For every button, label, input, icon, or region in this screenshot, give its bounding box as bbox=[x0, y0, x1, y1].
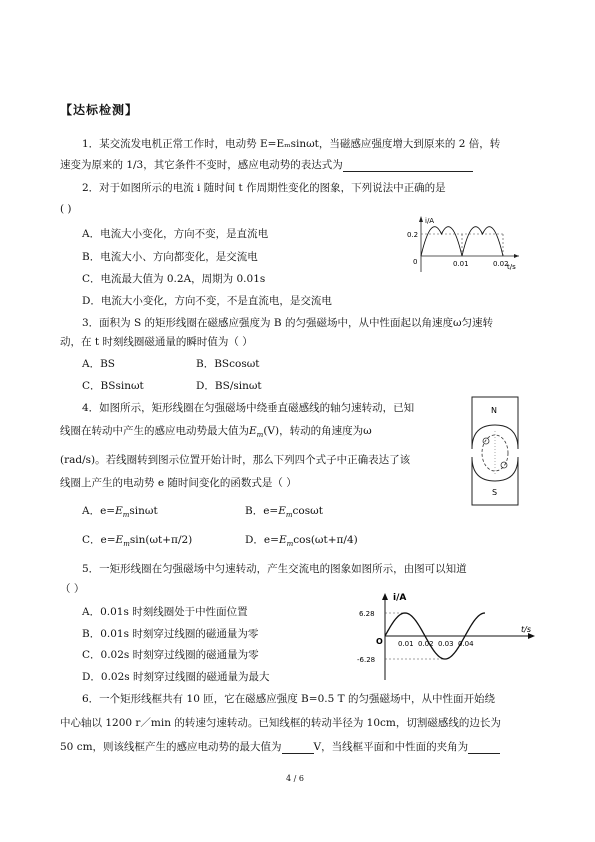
q6-line3-mid: V，当线框平面和中性面的夹角为 bbox=[313, 741, 469, 753]
q2-option-b: B．电流大小、方向都变化，是交流电 bbox=[82, 251, 258, 263]
q6-line2: 中心轴以 1200 r／min 的转速匀速转动。已知线框的转动半径为 10cm，切割磁感线的边长为 bbox=[60, 717, 501, 729]
q4-north-pole bbox=[472, 397, 518, 449]
q4-line2-pre: 线圈在转动中产生的感应电动势最大值为 bbox=[60, 425, 249, 437]
q3-line2: 动，在 t 时刻线圈磁通量的瞬时值为（ ） bbox=[60, 336, 253, 348]
q4-option-b bbox=[245, 503, 323, 519]
q5-x-tick-1: 0.01 bbox=[398, 640, 414, 648]
q3-option-c: C．BSsinωt bbox=[82, 380, 144, 392]
q6-line3 bbox=[60, 739, 500, 754]
q6-blank-1 bbox=[282, 742, 314, 754]
q4-option-c-em-sub: m bbox=[123, 540, 130, 549]
q4-south-label: S bbox=[492, 488, 498, 497]
q2-paren: ( ) bbox=[60, 203, 72, 215]
q2-x-tick-2: 0.02 bbox=[493, 260, 509, 268]
q2-stem: 2．对于如图所示的电流 i 随时间 t 作周期性变化的图象，下列说法中正确的是 bbox=[82, 182, 446, 194]
q6-blank-2 bbox=[468, 742, 500, 754]
q5-y-neg-tick: -6.28 bbox=[357, 656, 376, 664]
q2-option-a: A．电流大小变化，方向不变，是直流电 bbox=[82, 228, 269, 240]
q4-option-d bbox=[245, 532, 358, 548]
q2-x-arrow bbox=[514, 254, 519, 258]
q4-line4: 线圈上产生的电动势 e 随时间变化的函数式是（ ） bbox=[60, 477, 297, 489]
q4-line2 bbox=[60, 423, 372, 439]
section-title: 【达标检测】 bbox=[60, 103, 139, 117]
q5-x-tick-3: 0.03 bbox=[438, 640, 454, 648]
q5-sine-graph bbox=[355, 588, 537, 682]
q5-option-d: D．0.02s 时刻穿过线圈的磁通量为最大 bbox=[82, 671, 270, 683]
q2-xlabel: t/s bbox=[507, 263, 516, 271]
q5-x-tick-2: 0.02 bbox=[418, 640, 434, 648]
q5-xlabel: t/s bbox=[521, 625, 531, 634]
page-number: 4 / 6 bbox=[286, 774, 304, 783]
q5-line1: 5．一矩形线圈在匀强磁场中匀速转动，产生交流电的图象如图所示，由图可以知道 bbox=[82, 563, 467, 575]
q3-line1: 3．面积为 S 的矩形线圈在磁感应强度为 B 的匀强磁场中，从中性面起以角速度ω匀速转 bbox=[82, 317, 494, 329]
q4-coil-side-2 bbox=[501, 462, 507, 468]
q4-option-d-em: E bbox=[278, 534, 287, 546]
q4-line1: 4．如图所示，矩形线圈在匀强磁场中绕垂直磁感线的轴匀速转动，已知 bbox=[82, 402, 415, 414]
q3-option-d: D．BS/sinωt bbox=[196, 380, 262, 392]
q4-magnet-figure bbox=[464, 395, 526, 507]
q4-em-symbol bbox=[249, 425, 264, 440]
q1-line2 bbox=[60, 157, 473, 172]
q5-option-a: A．0.01s 时刻线圈处于中性面位置 bbox=[82, 606, 248, 618]
q4-option-c-post: sin(ωt+π/2) bbox=[129, 534, 193, 546]
q4-option-a-em: E bbox=[115, 505, 123, 517]
q5-paren: （ ） bbox=[60, 583, 85, 595]
q4-option-a-em-sub: m bbox=[122, 511, 130, 520]
q5-y-pos-tick: 6.28 bbox=[359, 610, 375, 618]
q4-option-d-em-sub: m bbox=[286, 540, 294, 549]
q4-option-c bbox=[82, 532, 192, 548]
q3-option-a: A．BS bbox=[82, 358, 115, 370]
q1-line1: 1．某交流发电机正常工作时，电动势 E=Eₘsinωt，当磁感应强度增大到原来的 2 倍，转 bbox=[82, 138, 501, 150]
q2-origin: 0 bbox=[413, 258, 418, 266]
q5-x-tick-4: 0.04 bbox=[458, 640, 474, 648]
q5-origin: O bbox=[376, 637, 383, 646]
q5-option-b: B．0.01s 时刻穿过线圈的磁通量为零 bbox=[82, 628, 259, 640]
q2-option-d: D．电流大小变化，方向不变，不是直流电，是交流电 bbox=[82, 295, 332, 307]
q2-current-graph bbox=[405, 214, 525, 274]
q5-option-c: C．0.02s 时刻穿过线圈的磁通量为零 bbox=[82, 649, 259, 661]
q4-line2-post: (V)，转动的角速度为ω bbox=[263, 425, 372, 437]
q4-option-b-em: E bbox=[278, 505, 286, 517]
q4-option-a-pre: A．e= bbox=[82, 505, 116, 517]
q6-line1: 6．一个矩形线框共有 10 匝，它在磁感应强度 B=0.5 T 的匀强磁场中，从中性面开始绕 bbox=[82, 693, 495, 705]
q2-ylabel: i/A bbox=[425, 217, 435, 225]
q4-option-b-pre: B．e= bbox=[245, 505, 279, 517]
q3-option-b: B．BScosωt bbox=[196, 358, 260, 370]
q4-em-letter: E bbox=[249, 425, 257, 437]
q4-north-label: N bbox=[491, 406, 497, 415]
q2-y-tick: 0.2 bbox=[407, 231, 419, 239]
q2-option-c: C．电流最大值为 0.2A，周期为 0.01s bbox=[82, 273, 266, 285]
q4-option-c-em: E bbox=[115, 534, 124, 546]
q4-option-d-pre: D．e= bbox=[245, 534, 279, 546]
q2-y-arrow bbox=[419, 216, 423, 222]
q4-option-a bbox=[82, 503, 158, 519]
q6-line3-text: 50 cm，则该线框产生的感应电动势的最大值为 bbox=[60, 741, 282, 753]
q4-em-sub: m bbox=[256, 431, 264, 440]
q2-x-tick-1: 0.01 bbox=[453, 260, 469, 268]
q2-graph-svg bbox=[405, 214, 525, 274]
q4-option-c-pre: C．e= bbox=[82, 534, 116, 546]
q1-line2-text: 速变为原来的 1/3，其它条件不变时，感应电动势的表达式为 bbox=[60, 159, 343, 171]
q4-option-b-em-sub: m bbox=[285, 511, 293, 520]
q4-option-d-post: cos(ωt+π/4) bbox=[293, 534, 358, 546]
q4-magnet-svg bbox=[464, 395, 526, 507]
q5-graph-svg bbox=[355, 588, 537, 682]
q4-line3: (rad/s)。若线圈转到图示位置开始计时，那么下列四个式子中正确表达了该 bbox=[60, 454, 411, 466]
q4-option-b-post: cosωt bbox=[292, 505, 323, 517]
q1-answer-blank bbox=[343, 160, 473, 172]
q5-ylabel: i/A bbox=[393, 593, 407, 603]
q4-option-a-post: sinωt bbox=[129, 505, 158, 517]
q5-y-arrow bbox=[382, 593, 388, 600]
q4-coil-side-1 bbox=[483, 438, 489, 444]
